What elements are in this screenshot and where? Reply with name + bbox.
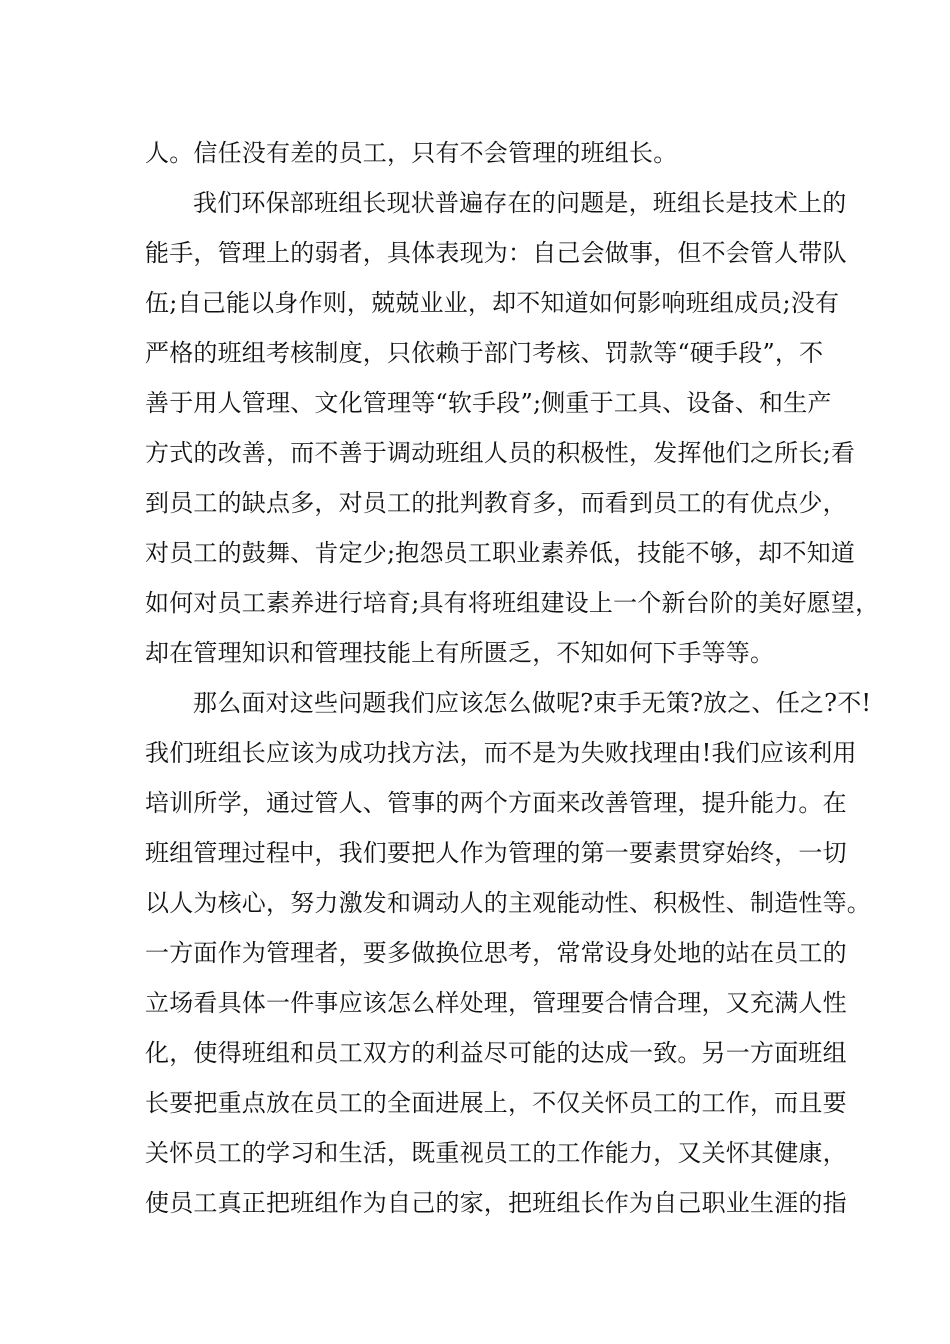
text-line: 长要把重点放在员工的全面进展上，不仅关怀员工的工作，而且要 (145, 1089, 847, 1117)
text-line: 善于用人管理、文化管理等“软手段”;侧重于工具、设备、和生产 (145, 389, 832, 417)
text-line: 化，使得班组和员工双方的利益尽可能的达成一致。另一方面班组 (145, 1039, 847, 1067)
text-line: 培训所学，通过管人、管事的两个方面来改善管理，提升能力。在 (145, 789, 847, 817)
text-line: 人。信任没有差的员工，只有不会管理的班组长。 (145, 139, 678, 167)
text-line: 一方面作为管理者，要多做换位思考，常常设身处地的站在员工的 (145, 939, 847, 967)
text-line: 班组管理过程中，我们要把人作为管理的第一要素贯穿始终，一切 (145, 839, 847, 867)
body-text (145, 128, 880, 1228)
text-line: 使员工真正把班组作为自己的家，把班组长作为自己职业生涯的指 (145, 1189, 847, 1217)
text-line: 立场看具体一件事应该怎么样处理，管理要合情合理，又充满人性 (145, 989, 847, 1017)
text-line: 对员工的鼓舞、肯定少;抱怨员工职业素养低，技能不够，却不知道 (145, 539, 856, 567)
text-line: 我们班组长应该为成功找方法，而不是为失败找理由!我们应该利用 (145, 739, 857, 767)
paragraph-start-line: 我们环保部班组长现状普遍存在的问题是，班组长是技术上的 (193, 189, 847, 217)
text-line: 以人为核心，努力激发和调动人的主观能动性、积极性、制造性等。 (145, 889, 871, 917)
text-line: 伍;自己能以身作则，兢兢业业，却不知道如何影响班组成员;没有 (145, 289, 840, 317)
paragraph-start-line: 那么面对这些问题我们应该怎么做呢?束手无策?放之、任之?不! (193, 689, 872, 717)
text-line: 却在管理知识和管理技能上有所匮乏，不知如何下手等等。 (145, 639, 775, 667)
text-line: 方式的改善，而不善于调动班组人员的积极性，发挥他们之所长;看 (145, 439, 856, 467)
text-line: 如何对员工素养进行培育;具有将班组建设上一个新台阶的美好愿望， (145, 589, 880, 617)
text-line: 到员工的缺点多，对员工的批判教育多，而看到员工的有优点少， (145, 489, 847, 517)
text-line: 严格的班组考核制度，只依赖于部门考核、罚款等“硬手段”，不 (145, 339, 824, 367)
text-line: 关怀员工的学习和生活，既重视员工的工作能力，又关怀其健康， (145, 1139, 847, 1167)
text-line: 能手，管理上的弱者，具体表现为：自己会做事，但不会管人带队 (145, 239, 847, 267)
